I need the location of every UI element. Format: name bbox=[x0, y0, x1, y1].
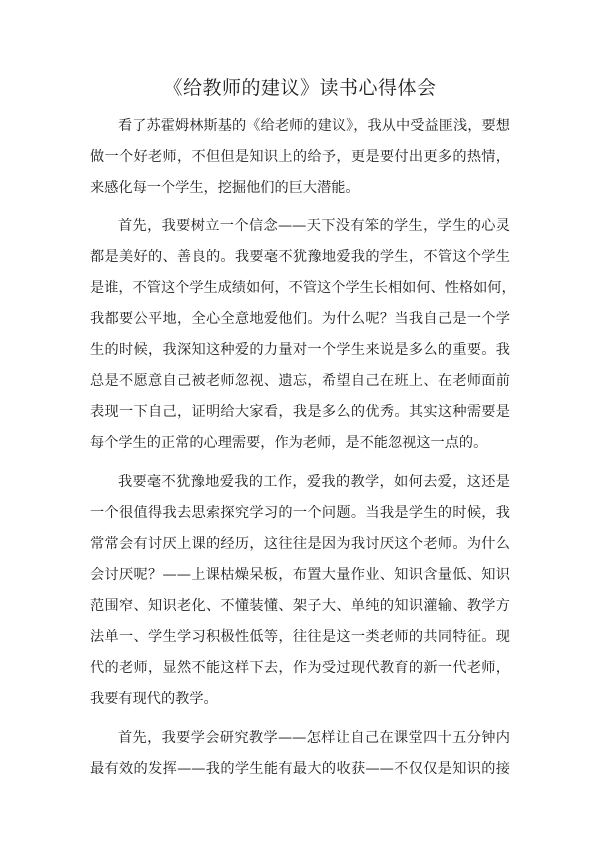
text-line: 生的时候，我深知这种爱的力量对一个学生来说是多么的重要。我 bbox=[90, 342, 510, 358]
text-line: 一个很值得我去思索探究学习的一个问题。当我是学生的时候，我 bbox=[90, 505, 510, 521]
text-line: 会讨厌呢？——上课枯燥呆板，布置大量作业、知识含量低、知识 bbox=[90, 567, 510, 583]
text-line: 我要毫不犹豫地爱我的工作，爱我的教学，如何去爱，这还是 bbox=[118, 474, 510, 490]
text-line: 来感化每一个学生，挖掘他们的巨大潜能。 bbox=[90, 180, 360, 196]
text-line: 代的老师，显然不能这样下去，作为受过现代教育的新一代老师， bbox=[90, 660, 510, 676]
text-line: 首先，我要学会研究教学——怎样让自己在课堂四十五分钟内 bbox=[118, 730, 510, 746]
text-line: 最有效的发挥——我的学生能有最大的收获——不仅仅是知识的接 bbox=[90, 761, 510, 777]
text-line: 首先，我要树立一个信念——天下没有笨的学生，学生的心灵 bbox=[118, 218, 510, 234]
text-line: 我都要公平地，全心全意地爱他们。为什么呢？当我自己是一个学 bbox=[90, 311, 510, 327]
text-line: 我要有现代的教学。 bbox=[90, 691, 218, 707]
text-line: 每个学生的正常的心理需要，作为老师，是不能忽视这一点的。 bbox=[90, 435, 488, 451]
text-line: 看了苏霍姆林斯基的《给老师的建议》，我从中受益匪浅，要想 bbox=[118, 118, 510, 134]
text-line: 表现一下自己，证明给大家看，我是多么的优秀。其实这种需要是 bbox=[90, 404, 510, 420]
text-line: 做一个好老师，不但但是知识上的给予，更是要付出更多的热情， bbox=[90, 149, 510, 165]
text-line: 是谁，不管这个学生成绩如何，不管这个学生长相如何、性格如何， bbox=[90, 280, 516, 296]
text-line: 总是不愿意自己被老师忽视、遗忘，希望自己在班上、在老师面前 bbox=[90, 373, 510, 389]
text-line: 常常会有讨厌上课的经历，这往往是因为我讨厌这个老师。为什么 bbox=[90, 536, 510, 552]
document-title: 《给教师的建议》读书心得体会 bbox=[163, 77, 437, 99]
text-line: 法单一、学生学习积极性低等，往往是这一类老师的共同特征。现 bbox=[90, 629, 510, 645]
text-line: 范围窄、知识老化、不懂装懂、架子大、单纯的知识灌输、教学方 bbox=[90, 598, 510, 614]
text-line: 都是美好的、善良的。我要毫不犹豫地爱我的学生，不管这个学生 bbox=[90, 249, 510, 265]
